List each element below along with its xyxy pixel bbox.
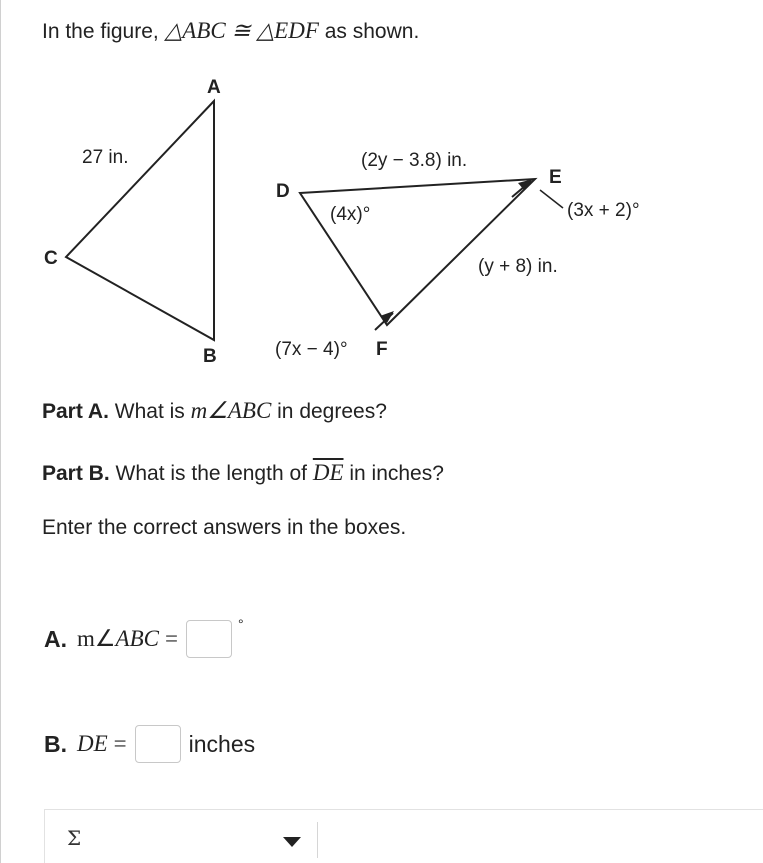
- answer-b-unit: inches: [188, 730, 256, 757]
- toolbar-divider: [317, 822, 318, 858]
- math-toolbar: [44, 809, 763, 863]
- answer-b-label: B.: [44, 730, 67, 757]
- part-a-question: [42, 398, 387, 424]
- vertex-f: F: [376, 339, 388, 360]
- part-b-math: $\overline{DE}$: [312, 460, 344, 485]
- prompt-after: as shown.: [324, 20, 420, 43]
- angle-d-label: (4x)°: [330, 204, 371, 225]
- part-b-text-before: What is the length of: [115, 462, 307, 485]
- side-de-label: (2y − 3.8) in.: [361, 150, 468, 171]
- part-a-math: m∠ABC: [190, 398, 272, 423]
- vertex-d: D: [276, 181, 290, 202]
- answer-b-row: [44, 725, 255, 763]
- answer-b-equals: =: [113, 731, 127, 756]
- answer-a-label: A.: [44, 625, 67, 652]
- vertex-b: B: [203, 346, 217, 367]
- chevron-down-icon[interactable]: [283, 837, 301, 847]
- answer-a-var: ABC: [115, 626, 159, 651]
- triangle-def: [300, 179, 535, 325]
- vertex-a: A: [207, 77, 221, 98]
- congruence-statement: △ABC ≅ △EDF: [164, 18, 319, 43]
- angle-e-leader: [540, 190, 563, 208]
- answer-a-input[interactable]: [186, 620, 232, 658]
- answer-a-row: [44, 616, 244, 658]
- part-b-question: [42, 460, 444, 486]
- prompt-before: In the figure,: [42, 20, 159, 43]
- triangle-abc: [66, 101, 214, 340]
- answer-b-input[interactable]: [135, 725, 181, 763]
- answer-b-var: DE: [77, 731, 108, 756]
- sigma-icon[interactable]: Σ: [67, 826, 82, 850]
- angle-f-label: (7x − 4)°: [275, 339, 348, 360]
- triangle-figure: [0, 0, 763, 380]
- answer-a-prefix: m∠: [77, 626, 116, 651]
- part-b-label: Part B.: [42, 462, 110, 485]
- answer-a-unit: °: [237, 616, 244, 632]
- part-a-label: Part A.: [42, 400, 109, 423]
- answer-a-equals: =: [164, 626, 178, 651]
- vertex-e: E: [549, 167, 562, 188]
- part-a-text-after: in degrees?: [277, 400, 387, 423]
- instruction-text: Enter the correct answers in the boxes.: [42, 516, 407, 539]
- part-b-text-after: in inches?: [349, 462, 444, 485]
- angle-e-label: (3x + 2)°: [567, 200, 640, 221]
- part-a-text-before: What is: [114, 400, 185, 423]
- side-ac-label: 27 in.: [82, 147, 129, 168]
- side-ef-label: (y + 8) in.: [478, 256, 558, 277]
- vertex-c: C: [44, 248, 58, 269]
